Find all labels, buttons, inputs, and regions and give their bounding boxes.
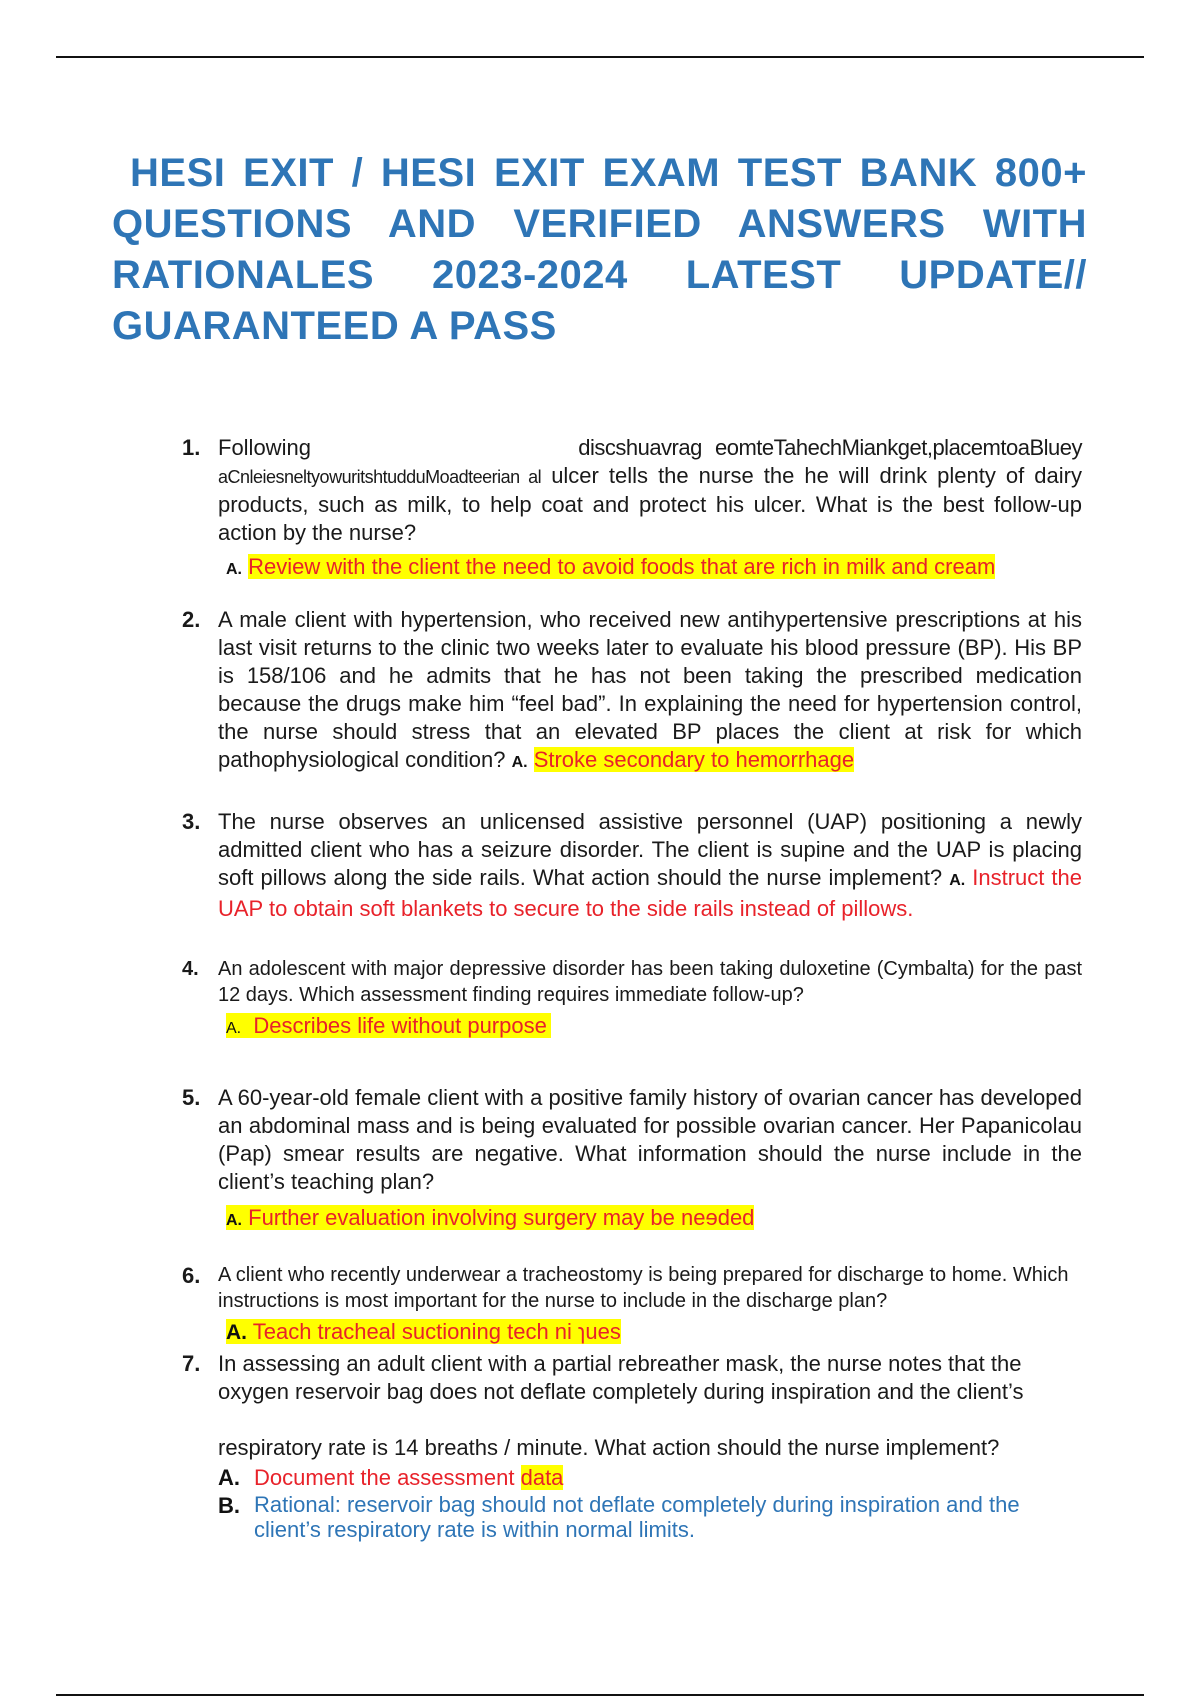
title-line-2: QUESTIONS AND VERIFIED ANSWERS WITH <box>112 202 1087 246</box>
question-text <box>218 606 1082 777</box>
answer-text: Further evaluation involving surgery may be neɘded <box>248 1205 755 1230</box>
question-number: 3. <box>182 809 201 834</box>
question-number: 4. <box>182 958 199 980</box>
question-6 <box>182 1262 1082 1347</box>
answer-text: Stroke secondary to hemorrhage <box>533 747 855 772</box>
answer-text: Describes life without purpose <box>253 1013 547 1038</box>
rationale-text: Rational: reservoir bag should not deflate completely during inspiration and the client’s respiratory rate is within normal limits. <box>254 1492 1020 1542</box>
answer-letter: A. <box>511 754 528 771</box>
question-text-part: An adolescent with major depressive disorder has been taking duloxetine (Cymbalta) for the past 12 days. Which assessment finding requires immediate follow-up? <box>218 958 1082 1006</box>
answer-text: Instruct the UAP to obtain soft blankets to secure to the side rails instead of pillows. <box>218 865 1082 921</box>
question-5 <box>182 1084 1082 1235</box>
question-1 <box>182 434 1082 584</box>
question-text <box>218 808 1082 923</box>
question-text <box>218 1350 1082 1462</box>
question-3 <box>182 808 1082 923</box>
answer-letter: A. <box>226 1212 242 1229</box>
answer <box>226 1204 1082 1235</box>
title-line-4: GUARANTEED A PASS <box>112 304 557 348</box>
question-7 <box>182 1350 1082 1542</box>
answer-letter: A. <box>949 872 966 889</box>
question-text-part: A male client with hypertension, who received new antihypertensive prescriptions at his last visit returns to the clinic two weeks later to evaluate his blood pressure (BP). His BP is 158/106 and he admits that he has not been taking the prescribed medication because the drugs make him “feel bad”. In explaining the need for hypertension control, the nurse should stress that an elevated BP places the client at risk for which pathophysiological condition? <box>218 607 1082 772</box>
answer-letter: A. <box>218 1465 240 1490</box>
question-number: 1. <box>182 435 201 460</box>
question-text-part: Following <box>218 435 311 460</box>
answer-text: Document the assessment <box>254 1465 515 1490</box>
question-number: 6. <box>182 1263 201 1288</box>
answer <box>226 553 1082 584</box>
question-text <box>218 434 1082 547</box>
question-text-part: A 60-year-old female client with a positive family history of ovarian cancer has developed an abdominal mass and is being evaluated for possible ovarian cancer. Her Papanicolau (Pap) smear results are negative. What information should the nurse include in the client’s teaching plan? <box>218 1085 1082 1194</box>
question-text <box>218 1262 1082 1314</box>
garbled-text: discshuavrag eomteTahechMiankget,placemtoaBluey <box>578 435 1082 460</box>
question-text-part: ulcer tells the nurse the he will drink plenty of dairy products, such as milk, to help coat and protect his ulcer. What is the best follow-up action by the nurse? <box>218 463 1082 545</box>
question-4 <box>182 956 1082 1043</box>
question-text <box>218 956 1082 1008</box>
garbled-text: aCnleiesneltyowuritshtudduMoadteerian al <box>218 467 542 487</box>
question-number: 7. <box>182 1351 201 1376</box>
footer-rule <box>56 1694 1144 1696</box>
rationale-letter: B. <box>218 1493 240 1518</box>
question-number: 5. <box>182 1085 201 1110</box>
question-number: 2. <box>182 607 201 632</box>
answer <box>218 1464 1082 1492</box>
answer-text: Review with the client the need to avoid foods that are rich in milk and cream <box>248 554 996 579</box>
title-line-3: RATIONALES 2023-2024 LATEST UPDATE// <box>112 253 1087 297</box>
question-2 <box>182 606 1082 777</box>
answer-text-highlight: data <box>520 1465 564 1490</box>
answer <box>226 1012 1082 1043</box>
answer <box>226 1318 1082 1347</box>
title-line-1: HESI EXIT / HESI EXIT EXAM TEST BANK 800+ <box>130 151 1087 195</box>
question-text-part: respiratory rate is 14 breaths / minute. What action should the nurse implement? <box>218 1435 1000 1460</box>
answer-list <box>218 1464 1082 1542</box>
answer-letter: A. <box>226 561 242 578</box>
answer-text: Teach tracheal suctioning tech ni ɿues <box>252 1319 621 1344</box>
header-rule <box>56 56 1144 58</box>
rationale <box>218 1492 1082 1542</box>
answer-letter: A. <box>226 1020 242 1037</box>
question-text-part: A client who recently underwear a tracheostomy is being prepared for discharge to home. Which instructions is most important for the nurse to include in the discharge plan? <box>218 1264 1069 1312</box>
question-text-part: In assessing an adult client with a partial rebreather mask, the nurse notes that the oxygen reservoir bag does not deflate completely during inspiration and the client’s <box>218 1351 1024 1404</box>
question-text-part: The nurse observes an unlicensed assistive personnel (UAP) positioning a newly admitted client who has a seizure disorder. The client is supine and the UAP is placing soft pillows along the side rails. What action should the nurse implement? <box>218 809 1082 890</box>
document-title <box>112 148 1087 352</box>
answer-letter: A. <box>226 1321 247 1344</box>
question-text <box>218 1084 1082 1196</box>
